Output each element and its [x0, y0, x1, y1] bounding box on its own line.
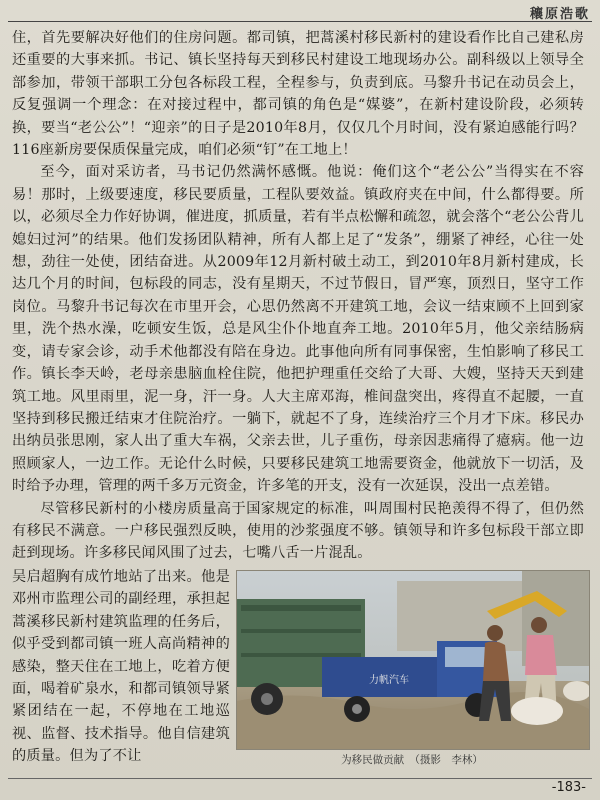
column-paragraph: 吴启超胸有成竹地站了出来。他是邓州市监理公司的副经理，承担起蒿溪移民新村建筑监理的任务后，似乎受到都司镇一班人高尚精神的感染，整天住在工地上，吃着方便面，喝着矿泉水，和都司镇领导紧紧团结在一起，不停地在工地巡视、监督、技术指导。他自信建筑的质量。但为了不让	[12, 569, 230, 765]
truck-door-text: 力帆汽车	[369, 675, 409, 686]
construction-photo	[236, 570, 590, 750]
worker-head	[531, 617, 547, 633]
running-title: 穰原浩歌	[529, 7, 590, 22]
photo-caption: 为移民做贡献 （摄影 李林）	[341, 754, 483, 766]
photo-scene	[237, 571, 589, 749]
paragraph-complaint: 尽管移民新村的小楼房质量高于国家规定的标准，叫周围村民艳羡得不得了，但仍然有移民不满意。一户移民强烈反映，使用的沙浆强度不够。镇领导和许多包标段干部立即赶到现场。许多移民闻风围了过去，七嘴八舌一片混乱。	[12, 500, 584, 562]
worker-torso	[483, 641, 509, 681]
page-header	[0, 0, 600, 22]
paragraph-continued: 住，首先要解决好他们的住房问题。都司镇，把蒿溪村移民新村的建设看作比自己建私房还重要的大事来抓。书记、镇长坚持每天到移民村建设工地现场办公。副科级以上领导全部参加，带领干部职工分包各标段工程，全程参与，负责到底。马黎升书记在动员会上，反复强调一个理念：在对接过程中，都司镇的角色是“媒婆”，在新村建设阶段，必须转换，要当“老公公”！“迎亲”的日子是2010年8月，仅仅几个月时间，没有紧迫感能行吗？116座新房要保质保量完成，咱们必须“钉”在工地上！	[12, 30, 584, 159]
page-number: -183-	[551, 780, 586, 795]
article-body	[12, 27, 584, 565]
paragraph-interview: 至今，面对采访者，马书记仍然满怀感慨。他说：俺们这个“老公公”当得实在不容易！那时，上级要速度，移民要质量，工程队要效益。镇政府夹在中间，什么都得要。所以，必须尽全力作好协调，催进度，抓质量，若有半点松懈和疏忽，就会落个“老公公背儿媳妇过河”的结果。他们发扬团队精神，所有人都上足了“发条”，绷紧了神经，心往一处想，劲往一处使，团结奋进。从2009年12月新村破土动工，到2010年8月新村建成，长达几个月的时间，包标段的同志，没有星期天，不过节假日，冒严寒，顶烈日，坚守工作岗位。马黎升书记每次在市里开会，心思仍然离不开建筑工地，会议一结束顾不上回到家里，洗个热水澡，吃顿安生饭，总是风尘仆仆地直奔工地。2010年5月，他父亲结肠病变，请专家会诊，动手术他都没有陪在身边。此事他向所有同事保密，生怕影响了移民工作。镇长李天岭，老母亲患脑血栓住院，他把护理重任交给了大哥、大嫂，坚持天天到建筑工地。风里雨里，泥一身，汗一身。人大主席邓海，椎间盘突出，疼得直不起腰，一直坚持到移民搬迁结束才住院治疗。一躺下，就起不了身，连续治疗三个月才下床。移民办出纳员张思刚，家人出了重大车祸，父亲去世，儿子重伤，母亲因悲痛得了癔病。他一边照顾家人，一边工作。无论什么时候，只要移民建筑工地需要资金，他就放下一切活，及时给予办理，管理的两千多万元资金，许多笔的开支，没有一次延误，没出一点差错。	[12, 164, 584, 495]
header-rule	[8, 21, 592, 22]
cement-sack	[511, 697, 563, 725]
worker-head	[487, 625, 503, 641]
worker-shirt	[525, 635, 557, 675]
footer-rule	[8, 778, 592, 779]
